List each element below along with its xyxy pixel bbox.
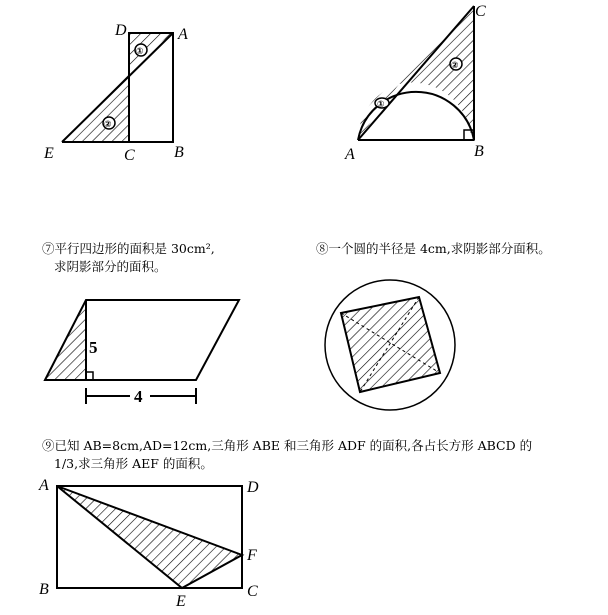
- vertex-label-a: A: [178, 26, 188, 43]
- figure-8: [320, 280, 470, 420]
- shaded-square: [341, 297, 440, 392]
- vertex-label-c: C: [124, 147, 135, 164]
- vertex-label-f: F: [247, 547, 257, 564]
- problem-8-line-1: ⑧一个圆的半径是 4cm,求阴影部分面积。: [316, 241, 551, 256]
- vertex-label-c: C: [247, 583, 258, 600]
- region-label-2: ②: [104, 119, 112, 129]
- figure-7: [40, 295, 250, 410]
- problem-7-line-2: 求阴影部分的面积。: [54, 259, 167, 274]
- right-angle-mark: [86, 372, 93, 380]
- vertex-label-b: B: [39, 581, 49, 598]
- vertex-label-b: B: [474, 143, 484, 160]
- figure-9: [35, 470, 275, 610]
- problem-9-line-2: 1/3,求三角形 AEF 的面积。: [54, 456, 213, 471]
- problem-9-line-1: ⑨已知 AB=8cm,AD=12cm,三角形 ABE 和三角形 ADF 的面积,各占长方形 ABCD 的: [42, 438, 533, 453]
- problem-7-text: [42, 240, 215, 276]
- shaded-region-2: [399, 6, 474, 140]
- region-label-1: ①: [377, 99, 385, 109]
- vertex-label-c: C: [475, 3, 486, 20]
- vertex-label-b: B: [174, 144, 184, 161]
- region-label-2: ②: [451, 60, 459, 70]
- problem-8-text: [316, 240, 551, 258]
- vertex-label-a: A: [39, 477, 49, 494]
- vertex-label-d: D: [115, 22, 127, 39]
- vertex-label-a: A: [345, 146, 355, 163]
- vertex-label-e: E: [176, 593, 186, 610]
- region-label-1: ①: [136, 46, 144, 56]
- base-label: 4: [134, 387, 143, 406]
- vertex-label-d: D: [247, 479, 259, 496]
- vertex-label-e: E: [44, 145, 54, 162]
- problem-7-line-1: ⑦平行四边形的面积是 30cm²,: [42, 241, 215, 256]
- shaded-triangle-aef: [57, 486, 242, 588]
- figure-1: [40, 15, 220, 165]
- problem-9-text: [42, 437, 532, 473]
- figure-2: [335, 0, 505, 165]
- height-label: 5: [89, 338, 98, 357]
